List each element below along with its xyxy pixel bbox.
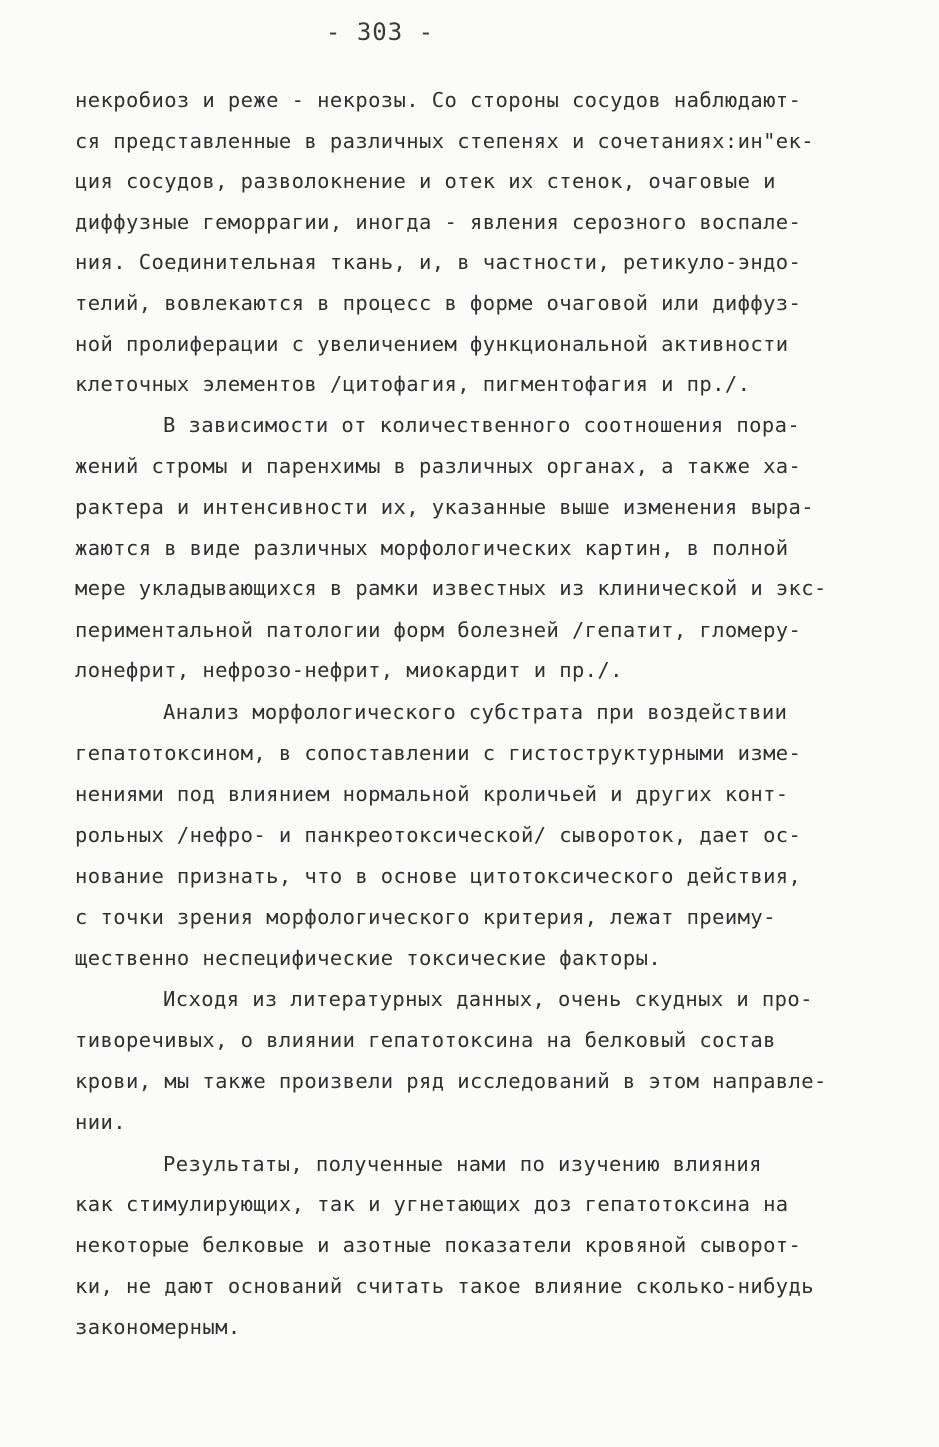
text-line: диффузные геморрагии, иногда - явления серозного воспале-	[75, 210, 802, 234]
text-line: периментальной патологии форм болезней /гепатит, гломеру-	[75, 618, 802, 642]
text-line: рактера и интенсивности их, указанные выше изменения выра-	[75, 495, 815, 519]
text-line: ной пролиферации с увеличением функциональной активности	[75, 332, 789, 356]
text-line: рольных /нефро- и панкреотоксической/ сывороток, дает ос-	[75, 823, 802, 847]
text-line: щественно неспецифические токсические факторы.	[75, 946, 662, 970]
text-line: некоторые белковые и азотные показатели кровяной сыворот-	[75, 1233, 802, 1257]
text-line: некробиоз и реже - некрозы. Со стороны сосудов наблюдают-	[75, 88, 802, 112]
text-line: жений стромы и паренхимы в различных органах, а также ха-	[75, 454, 802, 478]
text-line: В зависимости от количественного соотношения пора-	[163, 413, 801, 437]
text-line: с точки зрения морфологического критерия, лежат преиму-	[75, 905, 776, 929]
text-line: как стимулирующих, так и угнетающих доз гепатотоксина на	[75, 1192, 789, 1216]
text-line: нениями под влиянием нормальной кроличьей и других конт-	[75, 782, 789, 806]
text-line: Анализ морфологического субстрата при воздействии	[163, 700, 788, 724]
text-line: ся представленные в различных степенях и сочетаниях:ин"ек-	[75, 129, 815, 153]
text-line: ния. Соединительная ткань, и, в частности, ретикуло-эндо-	[75, 250, 802, 274]
text-line: Результаты, полученные нами по изучению влияния	[163, 1152, 762, 1176]
text-line: закономерным.	[75, 1315, 241, 1339]
page-number: - 303 -	[325, 18, 435, 46]
text-line: крови, мы также произвели ряд исследований в этом направле-	[75, 1069, 827, 1093]
text-line: мере укладывающихся в рамки известных из клинической и экс-	[75, 576, 827, 600]
text-line: клеточных элементов /цитофагия, пигментофагия и пр./.	[75, 372, 751, 396]
text-line: лонефрит, нефрозо-нефрит, миокардит и пр./.	[75, 658, 623, 682]
text-line: ки, не дают оснований считать такое влияние сколько-нибудь	[75, 1274, 815, 1298]
text-line: нии.	[75, 1110, 126, 1134]
text-line: жаются в виде различных морфологических картин, в полной	[75, 536, 789, 560]
text-line: тиворечивых, о влиянии гепатотоксина на белковый состав	[75, 1028, 776, 1052]
text-line: телий, вовлекаются в процесс в форме очаговой или диффуз-	[75, 291, 802, 315]
text-line: гепатотоксином, в сопоставлении с гистоструктурными изме-	[75, 741, 802, 765]
text-line: Исходя из литературных данных, очень скудных и про-	[163, 987, 813, 1011]
text-line: нование признать, что в основе цитотоксического действия,	[75, 864, 802, 888]
text-line: ция сосудов, разволокнение и отек их стенок, очаговые и	[75, 169, 776, 193]
